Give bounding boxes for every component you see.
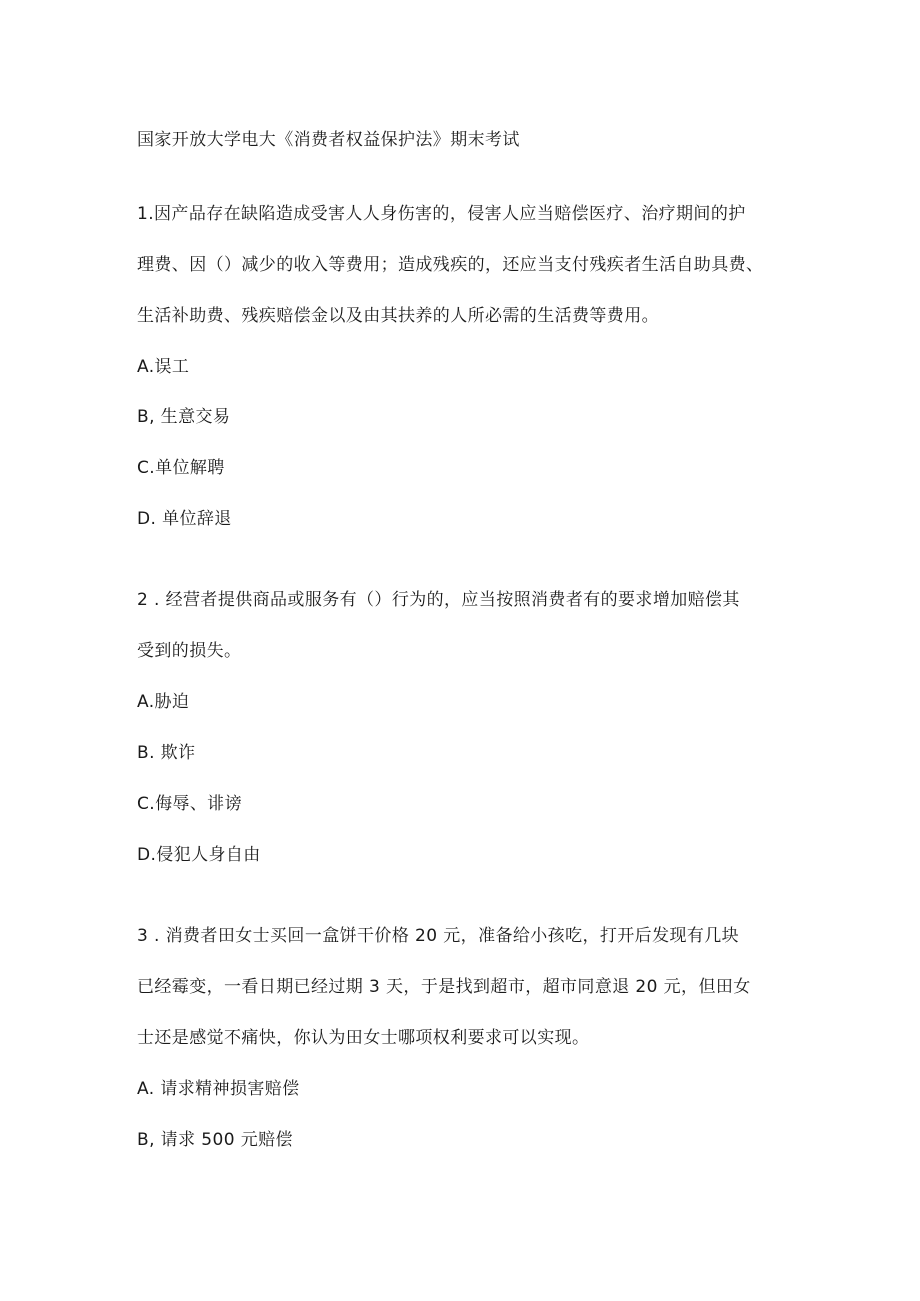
question-3-text-line-1: 3 . 消费者田女士买回一盒饼干价格 20 元，准备给小孩吃，打开后发现有几块 <box>137 926 740 946</box>
question-1-option-b: B, 生意交易 <box>137 407 231 427</box>
question-2-text-line-1: 2 . 经营者提供商品或服务有（）行为的，应当按照消费者有的要求增加赔偿其 <box>137 590 740 610</box>
question-1-text-line-2: 理费、因（）减少的收入等费用；造成残疾的，还应当支付残疾者生活自助具费、 <box>137 255 764 275</box>
question-3-text-line-2: 已经霉变，一看日期已经过期 3 天，于是找到超市，超市同意退 20 元，但田女 <box>137 977 751 997</box>
question-1-option-d: D. 单位辞退 <box>137 509 232 529</box>
document-title: 国家开放大学电大《消费者权益保护法》期末考试 <box>137 130 520 150</box>
question-2-text-line-2: 受到的损失。 <box>137 641 242 661</box>
question-3-text-line-3: 士还是感觉不痛快，你认为田女士哪项权利要求可以实现。 <box>137 1028 590 1048</box>
question-1-text-line-3: 生活补助费、残疾赔偿金以及由其扶养的人所必需的生活费等费用。 <box>137 306 659 326</box>
question-3-option-a: A. 请求精神损害赔偿 <box>137 1079 300 1099</box>
question-1-option-a: A.误工 <box>137 357 190 377</box>
question-1-text-line-1: 1.因产品存在缺陷造成受害人人身伤害的，侵害人应当赔偿医疗、治疗期间的护 <box>137 204 746 224</box>
question-3-option-b: B, 请求 500 元赔偿 <box>137 1130 293 1150</box>
question-1-option-c: C.单位解聘 <box>137 458 225 478</box>
question-2-option-d: D.侵犯人身自由 <box>137 845 261 865</box>
question-2-option-a: A.胁迫 <box>137 692 190 712</box>
question-2-option-b: B. 欺诈 <box>137 743 196 763</box>
question-2-option-c: C.侮辱、诽谤 <box>137 794 243 814</box>
